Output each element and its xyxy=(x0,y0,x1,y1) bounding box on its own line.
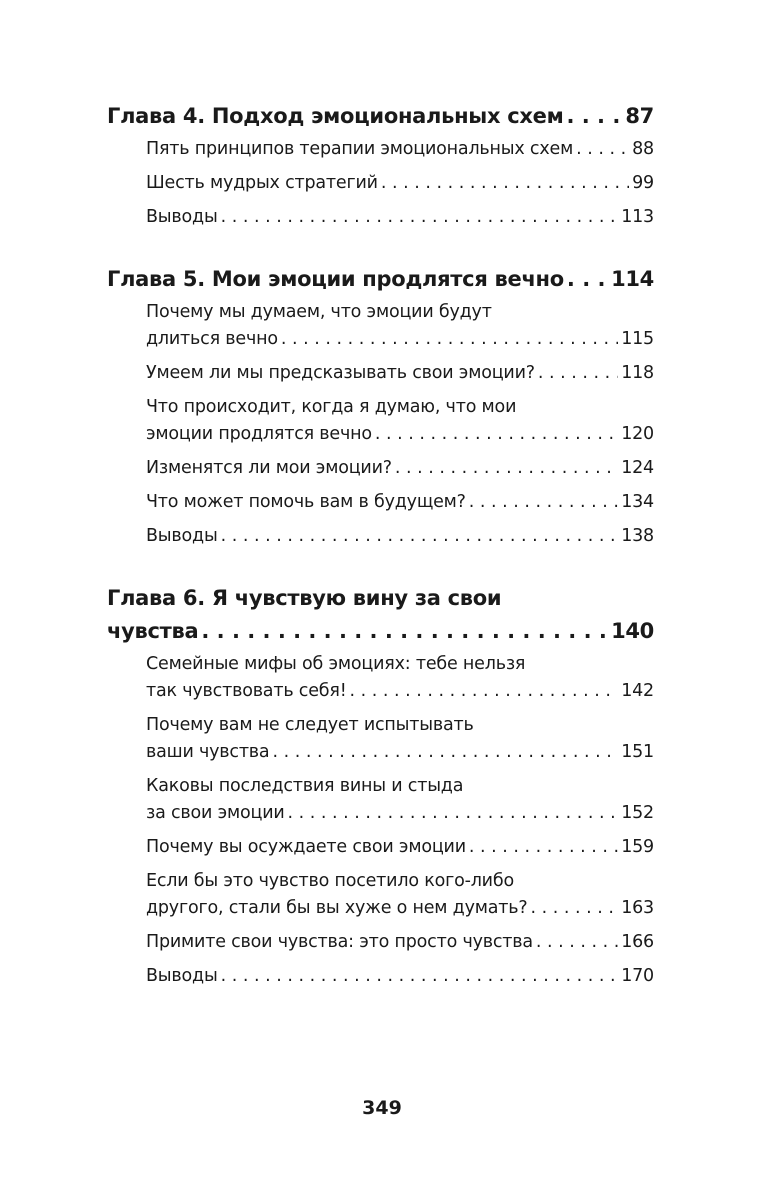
section-title-row xyxy=(146,739,654,766)
section-entry xyxy=(146,929,654,956)
section-title-line: так чувствовать себя! xyxy=(146,681,347,701)
section-page-number: 99 xyxy=(632,173,654,193)
dot-leader xyxy=(281,326,618,353)
section-list xyxy=(107,299,654,550)
table-of-contents xyxy=(107,100,654,1022)
dot-leader xyxy=(221,963,619,990)
section-entry xyxy=(146,523,654,550)
section-title-row xyxy=(146,489,654,516)
section-title-line: Что может помочь вам в будущем? xyxy=(146,492,466,512)
dot-leader xyxy=(469,834,618,861)
section-list xyxy=(107,136,654,231)
section-title-line: Почему вы осуждаете свои эмоции xyxy=(146,837,466,857)
section-list xyxy=(107,651,654,990)
section-page-number: 120 xyxy=(621,424,654,444)
dot-leader xyxy=(395,455,618,482)
section-title-line: Каковы последствия вины и стыда xyxy=(146,776,464,796)
section-title-line: Что происходит, когда я думаю, что мои xyxy=(146,397,517,417)
section-entry xyxy=(146,489,654,516)
chapter-block xyxy=(107,100,654,231)
section-page-number: 134 xyxy=(621,492,654,512)
section-title-row xyxy=(146,800,654,827)
section-entry xyxy=(146,868,654,922)
section-entry xyxy=(146,651,654,705)
dot-leader xyxy=(375,421,618,448)
page-number: 349 xyxy=(362,1097,402,1119)
chapter-title-line: чувства xyxy=(107,619,199,643)
section-title-line: Выводы xyxy=(146,966,218,986)
chapter-heading xyxy=(107,100,654,133)
chapter-block xyxy=(107,582,654,990)
dot-leader xyxy=(381,170,629,197)
section-page-number: 151 xyxy=(621,742,654,762)
dot-leader xyxy=(288,800,619,827)
section-page-number: 159 xyxy=(621,837,654,857)
section-title-row xyxy=(146,326,654,353)
section-page-number: 124 xyxy=(621,458,654,478)
section-entry xyxy=(146,170,654,197)
section-title-line: Если бы это чувство посетило кого-либо xyxy=(146,871,514,891)
chapter-heading xyxy=(107,263,654,296)
section-title-row xyxy=(146,455,654,482)
dot-leader xyxy=(201,615,608,648)
dot-leader xyxy=(538,360,618,387)
section-title-row xyxy=(146,170,654,197)
dot-leader xyxy=(576,136,629,163)
chapter-title-line: Глава 5. Мои эмоции продлятся вечно xyxy=(107,267,564,291)
chapter-page-number: 87 xyxy=(625,104,654,128)
chapter-title-row xyxy=(107,100,654,133)
chapter-title-line: Глава 6. Я чувствую вину за свои xyxy=(107,586,502,610)
section-title-row xyxy=(146,678,654,705)
dot-leader xyxy=(272,739,618,766)
section-title-row xyxy=(146,929,654,956)
section-title-line: другого, стали бы вы хуже о нем думать? xyxy=(146,898,528,918)
section-entry xyxy=(146,963,654,990)
section-entry xyxy=(146,834,654,861)
section-page-number: 170 xyxy=(621,966,654,986)
dot-leader xyxy=(221,523,619,550)
chapter-block xyxy=(107,263,654,550)
dot-leader xyxy=(566,100,622,133)
section-title-row xyxy=(146,136,654,163)
section-title-row xyxy=(146,204,654,231)
section-title-line: Выводы xyxy=(146,207,218,227)
section-page-number: 88 xyxy=(632,139,654,159)
section-entry xyxy=(146,360,654,387)
section-title-row xyxy=(146,421,654,448)
section-title-line: Пять принципов терапии эмоциональных схем xyxy=(146,139,574,159)
section-page-number: 118 xyxy=(621,363,654,383)
section-title-line: Примите свои чувства: это просто чувства xyxy=(146,932,533,952)
chapter-title-row xyxy=(107,615,654,648)
section-title-line: Изменятся ли мои эмоции? xyxy=(146,458,392,478)
section-title-line: Почему вам не следует испытывать xyxy=(146,715,474,735)
section-title-line: Почему мы думаем, что эмоции будут xyxy=(146,302,492,322)
chapter-page-number: 140 xyxy=(611,619,654,643)
dot-leader xyxy=(350,678,619,705)
section-title-line: эмоции продлятся вечно xyxy=(146,424,372,444)
chapter-page-number: 114 xyxy=(611,267,654,291)
dot-leader xyxy=(536,929,618,956)
section-title-line: длиться вечно xyxy=(146,329,278,349)
section-page-number: 166 xyxy=(621,932,654,952)
section-entry xyxy=(146,299,654,353)
section-page-number: 115 xyxy=(621,329,654,349)
section-title-row xyxy=(146,834,654,861)
section-page-number: 113 xyxy=(621,207,654,227)
section-entry xyxy=(146,136,654,163)
section-page-number: 152 xyxy=(621,803,654,823)
section-title-row xyxy=(146,963,654,990)
section-entry xyxy=(146,455,654,482)
section-entry xyxy=(146,712,654,766)
section-page-number: 138 xyxy=(621,526,654,546)
section-title-line: Умеем ли мы предсказывать свои эмоции? xyxy=(146,363,535,383)
section-title-row xyxy=(146,523,654,550)
dot-leader xyxy=(221,204,619,231)
section-title-row xyxy=(146,895,654,922)
chapter-title-line: Глава 4. Подход эмоциональных схем xyxy=(107,104,564,128)
section-title-line: Выводы xyxy=(146,526,218,546)
section-title-line: Шесть мудрых стратегий xyxy=(146,173,378,193)
dot-leader xyxy=(530,895,618,922)
section-page-number: 163 xyxy=(621,898,654,918)
section-title-line: ваши чувства xyxy=(146,742,270,762)
dot-leader xyxy=(469,489,618,516)
chapter-title-row xyxy=(107,263,654,296)
chapter-heading xyxy=(107,582,654,648)
dot-leader xyxy=(567,263,608,296)
section-title-line: Семейные мифы об эмоциях: тебе нельзя xyxy=(146,654,526,674)
section-title-line: за свои эмоции xyxy=(146,803,285,823)
section-entry xyxy=(146,394,654,448)
section-entry xyxy=(146,773,654,827)
section-title-row xyxy=(146,360,654,387)
section-entry xyxy=(146,204,654,231)
section-page-number: 142 xyxy=(621,681,654,701)
